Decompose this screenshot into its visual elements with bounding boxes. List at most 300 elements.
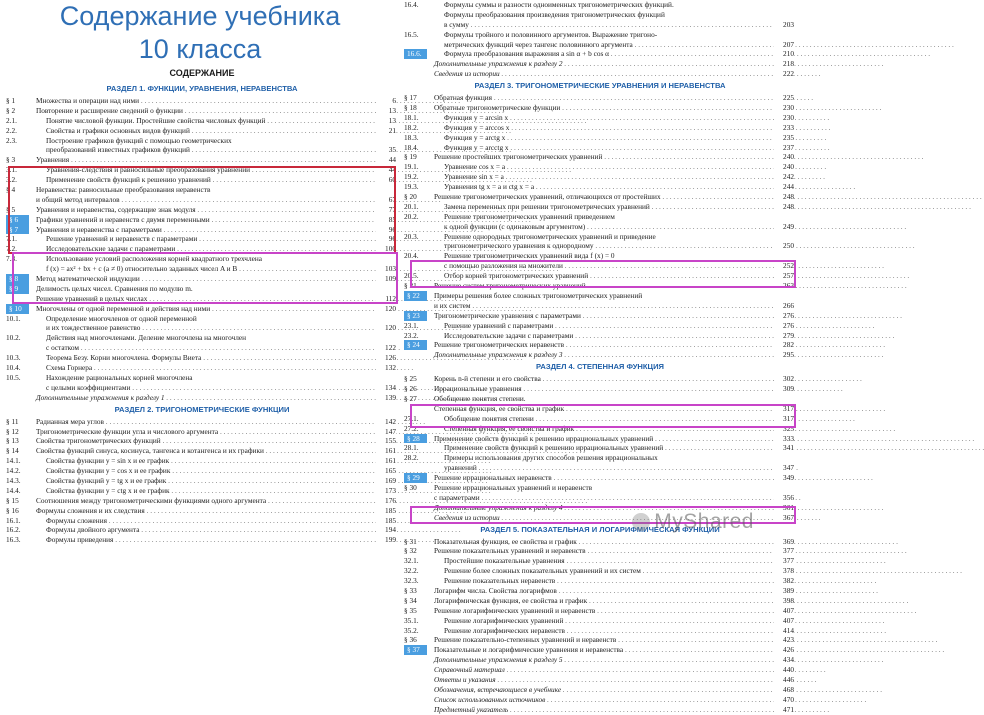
toc-entry <box>404 473 796 483</box>
entry-title: с параметрами . . . <box>434 493 774 503</box>
entry-number: 32.3. <box>404 576 419 586</box>
entry-number: 10.3. <box>6 353 21 363</box>
entry-title: Свойства функций синуса, косинуса, тангенса и котангенса и их графики . . . <box>36 446 376 456</box>
entry-number: § 28 <box>404 434 427 444</box>
toc-entry <box>404 556 796 566</box>
toc-entry <box>404 143 796 153</box>
entry-page: 468 <box>774 685 794 695</box>
entry-title: Множества и операции над ними . . . <box>36 96 376 106</box>
section-heading <box>6 403 398 417</box>
entry-title: к одной функции (с одинаковым аргументом) . . . <box>444 222 774 232</box>
entry-number: § 1 <box>6 96 16 105</box>
toc-entry <box>6 155 398 165</box>
entry-number: § 26 <box>404 384 417 394</box>
entry-number: 10.2. <box>6 333 21 343</box>
toc-entry <box>404 384 796 394</box>
entry-page: 147 <box>376 427 396 437</box>
entry-title: Свойства функции y = sin x и ее график . . . <box>46 456 376 466</box>
entry-title: Решение тригонометрических уравнений, отличающихся от простейших . . . <box>434 192 774 202</box>
section-heading <box>404 79 796 93</box>
entry-title: Решение простейших тригонометрических уравнений . . . <box>434 152 774 162</box>
entry-title: Применение свойств функций к решению иррациональных уравнений . . . <box>434 434 774 444</box>
entry-number: 18.2. <box>404 122 419 132</box>
entry-title: Неравенства: равносильные преобразования неравенств <box>36 185 211 195</box>
toc-entry <box>6 314 398 324</box>
toc-entry <box>6 175 398 185</box>
entry-page: 139 <box>376 393 396 403</box>
entry-number: § 16 <box>6 505 19 515</box>
entry-title: Предметный указатель . . . <box>434 705 774 715</box>
entry-number: 7.3. <box>6 254 17 264</box>
entry-title: Делимость целых чисел. Сравнения по модулю m. <box>36 283 193 293</box>
entry-title: Уравнения и неравенства с параметрами . . . <box>36 225 376 235</box>
entry-title: метрических функций через тангенс половинного аргумента . . . <box>444 40 774 50</box>
toc-entry <box>404 635 796 645</box>
entry-title: Показательная функция, ее свойства и график . . . <box>434 537 774 547</box>
entry-page: 377 <box>774 556 794 566</box>
toc-entry <box>6 436 398 446</box>
entry-title: Теорема Безу. Корни многочлена. Формулы Виета . . . <box>46 353 376 363</box>
entry-number: § 8 <box>6 274 29 284</box>
entry-page: 210 <box>774 49 794 59</box>
entry-page: 242 <box>774 172 794 182</box>
entry-number: 18.1. <box>404 112 419 122</box>
entry-number: 18.4. <box>404 142 419 152</box>
entry-title: Формулы суммы и разности одноименных тригонометрических функций. <box>444 0 674 9</box>
entry-title: Решение иррациональных неравенств . . . <box>434 473 774 483</box>
entry-number: 28.2. <box>404 453 419 463</box>
entry-number: 10.1. <box>6 313 21 323</box>
entry-title: Дополнительные упражнения к разделу 3 . . . <box>434 350 774 360</box>
entry-title: Корень n-й степени и его свойства . . . <box>434 374 774 384</box>
entry-title: Тригонометрические функции угла и числового аргумента . . . <box>36 427 376 437</box>
heading-text: РАЗДЕЛ 1. ФУНКЦИИ, УРАВНЕНИЯ, НЕРАВЕНСТВА <box>106 84 298 93</box>
entry-page: 341 <box>774 443 794 453</box>
toc-entry <box>6 126 398 136</box>
entry-title: Действия над многочленами. Деление многочлена на многочлен <box>46 333 247 343</box>
entry-page: 120 <box>376 304 396 314</box>
entry-title: Сведения из истории . . . <box>434 513 774 523</box>
entry-title: Иррациональные уравнения . . . <box>434 384 774 394</box>
entry-title: Показательные и логарифмические уравнения и неравенства . . . <box>434 645 774 655</box>
entry-page: 134 <box>376 383 396 393</box>
heading-text: СОДЕРЖАНИЕ <box>169 68 235 78</box>
toc-entry <box>404 172 796 182</box>
entry-page: 6 <box>376 96 396 106</box>
entry-title: Свойства функций y = tg x и ее график . . . <box>46 476 376 486</box>
entry-page: 252 <box>774 261 794 271</box>
heading-text: РАЗДЕЛ 5. ПОКАЗАТЕЛЬНАЯ И ЛОГАРИФМИЧЕСКАЯ ФУНКЦИИ <box>480 524 720 534</box>
toc-entry <box>404 546 796 556</box>
entry-number: 20.3. <box>404 231 419 241</box>
entry-page: 222 <box>774 69 794 79</box>
entry-title: f (x) = ax² + bx + c (a ≠ 0) относительно заданных чисел A и B . . . <box>46 264 376 274</box>
entry-number: 20.5. <box>404 271 419 281</box>
toc-entry <box>6 254 398 264</box>
entry-page: 13 <box>376 116 396 126</box>
toc-entry <box>404 586 796 596</box>
toc-entry <box>404 566 796 576</box>
entry-title: Дополнительные упражнения к разделу 2 . . . <box>434 59 774 69</box>
entry-title: Обозначения, встречающиеся в учебнике . . . <box>434 685 774 695</box>
entry-title: Исследовательские задачи с параметрами . . . <box>46 244 376 254</box>
entry-title: Решение систем тригонометрических уравнений . . . <box>434 281 774 291</box>
toc-entry <box>6 225 398 235</box>
entry-number: 19.1. <box>404 162 419 172</box>
entry-title: Нахождение рациональных корней многочлена <box>46 372 193 382</box>
toc-entry <box>6 456 398 466</box>
entry-title: Решение показательных уравнений и неравенств . . . <box>434 546 774 556</box>
entry-number: 16.1. <box>6 515 21 525</box>
entry-number: § 11 <box>6 416 19 426</box>
toc-entry <box>404 49 796 59</box>
entry-page: 378 <box>774 566 794 576</box>
entry-page: 112 <box>376 294 396 304</box>
toc-entry <box>404 331 796 341</box>
entry-page: 440 <box>774 665 794 675</box>
entry-page: 423 <box>774 635 794 645</box>
entry-page: 377 <box>774 546 794 556</box>
toc-entry <box>6 476 398 486</box>
toc-entry <box>404 133 796 143</box>
entry-title: в сумму . . . <box>444 20 774 30</box>
entry-number: 10.5. <box>6 372 21 382</box>
contents-heading <box>6 64 398 82</box>
toc-entry <box>6 195 398 205</box>
entry-number: 2.3. <box>6 135 17 145</box>
toc-entry <box>6 446 398 456</box>
toc-entry <box>6 145 398 155</box>
toc-entry <box>6 393 398 403</box>
entry-number: § 22 <box>404 291 427 301</box>
entry-title: Решение логарифмических уравнений и неравенств . . . <box>434 606 774 616</box>
entry-number: 16.3. <box>6 535 21 545</box>
toc-entry <box>404 311 796 321</box>
toc-entry <box>404 162 796 172</box>
entry-title: Применение свойств функций к решению уравнений . . . <box>46 175 376 185</box>
toc-entry <box>404 463 796 473</box>
toc-entry <box>404 20 796 30</box>
toc-entry <box>404 665 796 675</box>
entry-page: 257 <box>774 271 794 281</box>
entry-title: Свойства тригонометрических функций . . . <box>36 436 376 446</box>
entry-page: 230 <box>774 113 794 123</box>
entry-title: Графики уравнений и неравенств с двумя переменными . . . <box>36 215 376 225</box>
entry-page: 44 <box>376 155 396 165</box>
entry-page: 120 <box>376 323 396 333</box>
entry-title: Функция y = arctg x . . . <box>444 133 774 143</box>
entry-page: 155 <box>376 436 396 446</box>
toc-entry <box>6 215 398 225</box>
entry-number: § 27 <box>404 393 417 403</box>
toc-entry <box>404 404 796 414</box>
toc-entry <box>404 301 796 311</box>
entry-number: § 7 <box>6 225 29 235</box>
entry-page: 60 <box>376 175 396 185</box>
toc-entry <box>6 496 398 506</box>
entry-title: Многочлены от одной переменной и действия над ними . . . <box>36 304 376 314</box>
entry-page: 35 <box>376 145 396 155</box>
entry-number: § 30 <box>404 482 417 492</box>
entry-number: 3.1. <box>6 165 17 175</box>
entry-page: 361 <box>774 503 794 513</box>
toc-entry <box>404 232 796 242</box>
toc-entry <box>6 323 398 333</box>
entry-number: 14.4. <box>6 485 21 495</box>
entry-title: Простейшие показательные уравнения . . . <box>444 556 774 566</box>
entry-title: Формулы сложения . . . <box>46 516 376 526</box>
entry-number: 2.1. <box>6 115 17 125</box>
toc-entry <box>404 424 796 434</box>
entry-title: Решение показательных неравенств . . . <box>444 576 774 586</box>
entry-page: 347 <box>774 463 794 473</box>
entry-title: Свойства функции y = ctg x и ее график . . . <box>46 486 376 496</box>
toc-entry <box>404 675 796 685</box>
toc-entry <box>6 165 398 175</box>
entry-page: 194 <box>376 525 396 535</box>
entry-title: и общий метод интервалов . . . <box>36 195 376 205</box>
toc-entry <box>404 59 796 69</box>
entry-page: 96 <box>376 234 396 244</box>
toc-entry <box>6 274 398 284</box>
toc-entry <box>404 0 796 10</box>
toc-entry <box>404 152 796 162</box>
entry-number: § 5 <box>6 204 16 214</box>
entry-page: 325 <box>774 424 794 434</box>
entry-title: Решение однородных тригонометрических уравнений и приведение <box>444 231 656 241</box>
entry-page: 225 <box>774 93 794 103</box>
toc-entry <box>404 576 796 586</box>
entry-page: 276 <box>774 321 794 331</box>
title-line-1: Содержание учебника <box>59 1 341 31</box>
entry-page: 207 <box>774 40 794 50</box>
entry-title: Схема Горнера . . . <box>46 363 376 373</box>
entry-page: 185 <box>376 506 396 516</box>
entry-title: Сведения из истории . . . <box>434 69 774 79</box>
entry-title: Формулы тройного и половинного аргументов. Выражение тригоно- <box>444 29 658 39</box>
entry-number: § 19 <box>404 152 417 162</box>
entry-title: Обратные тригонометрические функции . . . <box>434 103 774 113</box>
entry-page: 367 <box>774 513 794 523</box>
entry-number: § 15 <box>6 495 19 505</box>
toc-entry <box>404 655 796 665</box>
entry-title: Обратная функция . . . <box>434 93 774 103</box>
entry-number: 27.1. <box>404 413 419 423</box>
entry-page: 233 <box>774 123 794 133</box>
toc-entry <box>404 414 796 424</box>
toc-entry <box>404 212 796 222</box>
toc-entry <box>404 394 796 404</box>
toc-entry <box>404 537 796 547</box>
entry-number: § 3 <box>6 155 16 165</box>
entry-number: § 23 <box>404 311 427 321</box>
entry-title: Повторение и расширение сведений о функции . . . <box>36 106 376 116</box>
toc-entry <box>404 493 796 503</box>
entry-page: 349 <box>774 473 794 483</box>
entry-page: 471 <box>774 705 794 715</box>
entry-number: § 32 <box>404 546 417 556</box>
entry-title: Формулы двойного аргумента . . . <box>46 525 376 535</box>
entry-page: 248 <box>774 192 794 202</box>
toc-entry <box>6 106 398 116</box>
entry-page: 302 <box>774 374 794 384</box>
entry-page: 382 <box>774 576 794 586</box>
entry-title: Радианная мера углов . . . <box>36 417 376 427</box>
toc-entry <box>6 353 398 363</box>
entry-page: 96 <box>376 225 396 235</box>
entry-number: § 20 <box>404 192 417 202</box>
entry-title: Метод математической индукции . . . <box>36 274 376 284</box>
toc-entry <box>404 271 796 281</box>
toc-entry <box>404 261 796 271</box>
entry-page: 279 <box>774 331 794 341</box>
entry-page: 126 <box>376 353 396 363</box>
toc-entry <box>6 294 398 304</box>
toc-entry <box>6 264 398 274</box>
entry-title: Примеры решения более сложных тригонометрических уравнений <box>434 290 643 300</box>
toc-right-column <box>404 0 796 715</box>
toc-entry <box>6 116 398 126</box>
entry-page: 21 <box>376 126 396 136</box>
entry-page: 317 <box>774 404 794 414</box>
entry-page: 369 <box>774 537 794 547</box>
entry-title: уравнений . . . <box>444 463 774 473</box>
section-heading <box>6 82 398 96</box>
entry-page: 185 <box>376 516 396 526</box>
toc-entry <box>404 113 796 123</box>
toc-entry <box>6 516 398 526</box>
toc-entry <box>404 483 796 493</box>
toc-entry <box>404 251 796 261</box>
entry-number: § 6 <box>6 215 29 225</box>
entry-title: Свойства и графики основных видов функций . . . <box>46 126 376 136</box>
entry-number: 10.4. <box>6 363 21 373</box>
entry-title: Дополнительные упражнения к разделу 4 . . . <box>434 503 774 513</box>
entry-page: 470 <box>774 695 794 705</box>
entry-number: 27.2. <box>404 423 419 433</box>
entry-number: 23.1. <box>404 320 419 330</box>
heading-text: РАЗДЕЛ 2. ТРИГОНОМЕТРИЧЕСКИЕ ФУНКЦИИ <box>114 404 290 414</box>
entry-page: 356 <box>774 493 794 503</box>
entry-title: Решение уравнений с параметрами . . . <box>444 321 774 331</box>
entry-number: § 9 <box>6 284 29 294</box>
entry-number: § 25 <box>404 374 417 384</box>
entry-page: 333 <box>774 434 794 444</box>
entry-title: Формулы сложения и их следствия . . . <box>36 506 376 516</box>
toc-entry <box>404 93 796 103</box>
entry-page: 122 <box>376 343 396 353</box>
entry-number: 14.1. <box>6 456 21 466</box>
entry-page: 199 <box>376 535 396 545</box>
entry-page: 398 <box>774 596 794 606</box>
entry-number: § 2 <box>6 105 16 115</box>
toc-entry <box>6 96 398 106</box>
toc-entry <box>6 506 398 516</box>
entry-title: Уравнения tg x = a и ctg x = a . . . <box>444 182 774 192</box>
entry-title: преобразований известных графиков функций . . . <box>46 145 376 155</box>
entry-title: Логарифмическая функция, ее свойства и график . . . <box>434 596 774 606</box>
toc-entry <box>404 645 796 655</box>
toc-entry <box>404 453 796 463</box>
entry-title: Ответы и указания . . . <box>434 675 774 685</box>
toc-entry <box>6 373 398 383</box>
entry-number: § 36 <box>404 635 417 645</box>
toc-entry <box>6 304 398 314</box>
entry-number: § 13 <box>6 436 19 446</box>
entry-page: 426 <box>774 645 794 655</box>
entry-number: § 17 <box>404 93 417 103</box>
toc-entry <box>404 606 796 616</box>
entry-title: Обобщение понятия степени. <box>434 393 526 403</box>
entry-title: Отбор корней тригонометрических уравнений . . . <box>444 271 774 281</box>
entry-page: 161 <box>376 446 396 456</box>
entry-page: 407 <box>774 616 794 626</box>
entry-title: Понятие числовой функции. Простейшие свойства числовых функций . . . <box>46 116 376 126</box>
entry-page: 67 <box>376 195 396 205</box>
entry-page: 407 <box>774 606 794 616</box>
entry-page: 103 <box>376 264 396 274</box>
watermark-logo-icon <box>632 513 650 531</box>
toc-entry <box>404 596 796 606</box>
entry-page: 235 <box>774 133 794 143</box>
entry-number: § 10 <box>6 304 29 314</box>
entry-title: Исследовательские задачи с параметрами . . . <box>444 331 774 341</box>
toc-entry <box>404 616 796 626</box>
entry-title: с целыми коэффициентами . . . <box>46 383 376 393</box>
toc-entry <box>404 241 796 251</box>
entry-title: Степенная функция, ее свойства и график . . . <box>434 404 774 414</box>
toc-entry <box>6 363 398 373</box>
toc-entry <box>404 626 796 636</box>
entry-page: 77 <box>376 205 396 215</box>
entry-title: Дополнительные упражнения к разделу 5 . . . <box>434 655 774 665</box>
toc-entry <box>6 185 398 195</box>
slide-title <box>6 0 394 66</box>
entry-title: Решение уравнений и неравенств с параметрами . . . <box>46 234 376 244</box>
entry-page: 434 <box>774 655 794 665</box>
toc-entry <box>6 333 398 343</box>
toc-entry <box>6 535 398 545</box>
entry-title: Решение более сложных показательных уравнений и их систем . . . <box>444 566 774 576</box>
toc-entry <box>404 10 796 20</box>
entry-title: Обобщение понятия степени . . . <box>444 414 774 424</box>
entry-title: Решение уравнений в целых числах . . . <box>36 294 376 304</box>
entry-number: 3.2. <box>6 175 17 185</box>
entry-title: с остатком . . . <box>46 343 376 353</box>
toc-entry <box>404 103 796 113</box>
entry-title: Построение графиков функций с помощью геометрических <box>46 135 232 145</box>
entry-page: 240 <box>774 152 794 162</box>
entry-number: § 24 <box>404 340 427 350</box>
entry-number: § 35 <box>404 605 417 615</box>
entry-number: § 4 <box>6 185 16 195</box>
entry-number: 18.3. <box>404 132 419 142</box>
entry-number: 16.4. <box>404 0 419 9</box>
entry-number: § 31 <box>404 536 417 546</box>
toc-entry <box>6 427 398 437</box>
entry-number: § 18 <box>404 103 417 113</box>
entry-number: 35.1. <box>404 615 419 625</box>
entry-title: Функция y = arcctg x . . . <box>444 143 774 153</box>
entry-number: 28.1. <box>404 443 419 453</box>
entry-number: 14.3. <box>6 475 21 485</box>
entry-page: 230 <box>774 103 794 113</box>
entry-number: § 12 <box>6 426 19 436</box>
entry-title: Формулы приведения . . . <box>46 535 376 545</box>
entry-page: 414 <box>774 626 794 636</box>
entry-title: Решение логарифмических уравнений . . . <box>444 616 774 626</box>
toc-entry <box>6 343 398 353</box>
